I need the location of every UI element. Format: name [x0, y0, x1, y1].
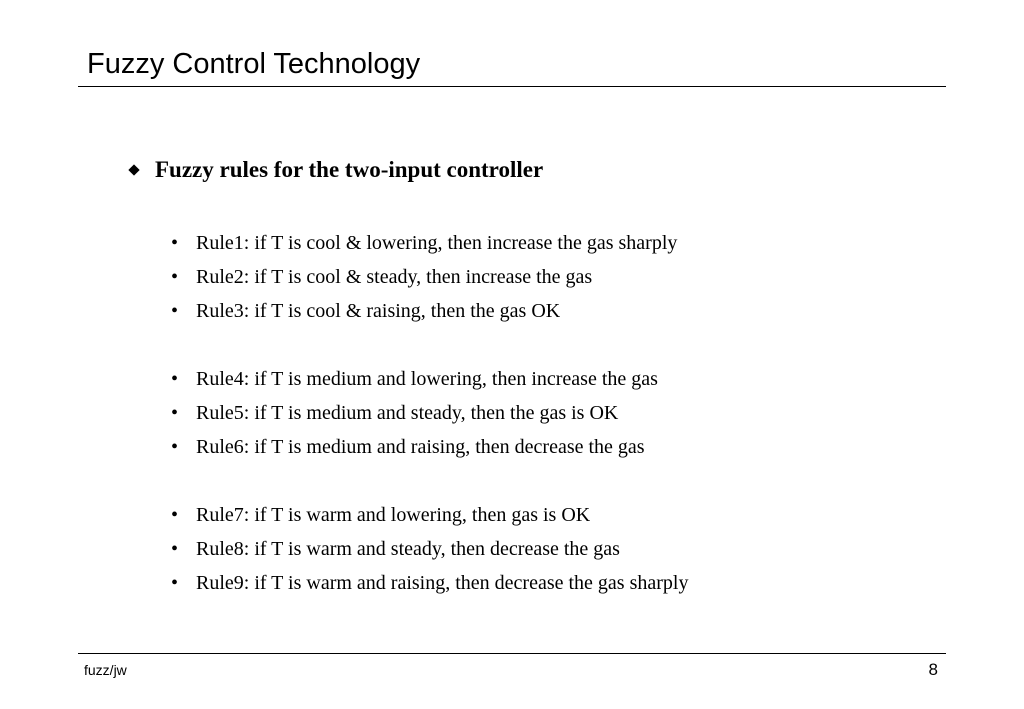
bullet-dot: •: [171, 402, 179, 424]
title-divider: [78, 86, 946, 87]
bullet-dot: •: [171, 266, 179, 288]
footer-divider: [78, 653, 946, 654]
rule-text: Rule6: if T is medium and raising, then decrease the gas: [196, 436, 645, 458]
rule-item: [171, 536, 688, 570]
rule-item: [171, 230, 688, 264]
bullet-dot: •: [171, 368, 179, 390]
rule-item: [171, 366, 688, 400]
bullet-dot: •: [171, 572, 179, 594]
rule-item: [171, 264, 688, 298]
rule-item: [171, 298, 688, 332]
rule-item: [171, 570, 688, 604]
rule-text: Rule5: if T is medium and steady, then the gas is OK: [196, 402, 619, 424]
main-bullet: [128, 156, 543, 184]
rule-text: Rule4: if T is medium and lowering, then increase the gas: [196, 368, 658, 390]
rule-text: Rule7: if T is warm and lowering, then gas is OK: [196, 504, 591, 526]
bullet-dot: •: [171, 300, 179, 322]
rule-text: Rule3: if T is cool & raising, then the gas OK: [196, 300, 561, 322]
rule-text: Rule2: if T is cool & steady, then increase the gas: [196, 266, 593, 288]
rule-text: Rule1: if T is cool & lowering, then increase the gas sharply: [196, 232, 678, 254]
rule-text: Rule9: if T is warm and raising, then decrease the gas sharply: [196, 572, 689, 594]
slide-title: Fuzzy Control Technology: [87, 48, 421, 80]
rule-text: Rule8: if T is warm and steady, then decrease the gas: [196, 538, 620, 560]
rule-item: [171, 434, 688, 468]
main-bullet-text: Fuzzy rules for the two-input controller: [155, 157, 544, 182]
bullet-dot: •: [171, 504, 179, 526]
rule-item: [171, 400, 688, 434]
page-number: 8: [928, 660, 938, 679]
bullet-dot: •: [171, 436, 179, 458]
rule-item: [171, 502, 688, 536]
rules-list: [171, 230, 688, 604]
bullet-dot: •: [171, 538, 179, 560]
bullet-dot: •: [171, 232, 179, 254]
diamond-bullet-icon: [128, 164, 139, 175]
footer-author: fuzz/jw: [84, 662, 127, 678]
